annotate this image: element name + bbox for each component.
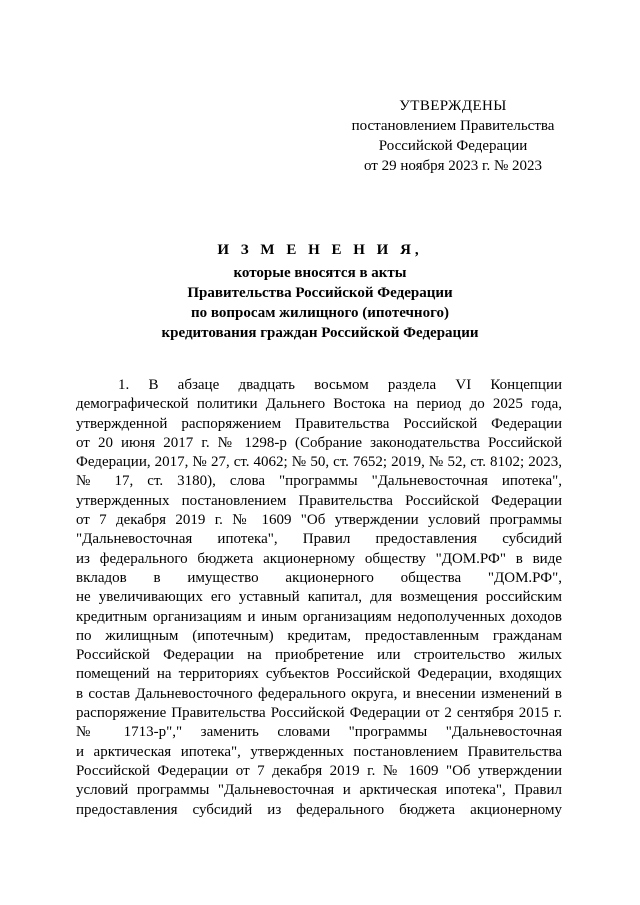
document-subtitle [0, 263, 640, 343]
body-line: распоряжение Правительства Российской Федерации от 2 сентября 2015 г. [76, 705, 562, 722]
body-line: № 17, ст. 3180), слова "программы "Дальневосточная ипотека", [76, 473, 562, 490]
body-line: предоставления субсидий из федерального бюджета акционерному [76, 801, 562, 818]
body-paragraph [76, 376, 562, 820]
approval-block [330, 96, 576, 176]
body-line: от 7 декабря 2019 г. № 1609 "Об утверждении условий программы [76, 512, 562, 529]
body-line: Федерации, 2017, № 27, ст. 4062; № 50, ст. 7652; 2019, № 52, ст. 8102; 2023, [76, 454, 562, 471]
body-line: утвержденной распоряжением Правительства Российской Федерации [76, 415, 562, 432]
body-line: по жилищным (ипотечным) кредитам, предоставленным гражданам [76, 627, 562, 644]
body-line: из федерального бюджета акционерному обществу "ДОМ.РФ" в виде [76, 550, 562, 567]
subtitle-line: Правительства Российской Федерации [187, 285, 453, 301]
subtitle-line: которые вносятся в акты [233, 265, 407, 281]
body-line: Российской Федерации на приобретение или строительство жилых [76, 647, 562, 664]
body-line: от 20 июня 2017 г. № 1298-р (Собрание законодательства Российской [76, 434, 562, 451]
body-line: вкладов в имущество акционерного общества "ДОМ.РФ", [76, 569, 562, 586]
body-line: в состав Дальневосточного федерального округа, и внесении изменений в [76, 685, 562, 702]
body-line: 1. В абзаце двадцать восьмом раздела VI Концепции [118, 377, 562, 393]
body-line: Российской Федерации от 7 декабря 2019 г. № 1609 "Об утверждении [76, 762, 562, 779]
approval-date: от 29 ноября 2023 г. № 2023 [363, 158, 543, 174]
body-line: не увеличивающих его уставный капитал, для возмещения российским [76, 589, 562, 606]
body-line: "Дальневосточная ипотека", Правил предоставления субсидий [76, 531, 562, 548]
body-line: № 1713-р"," заменить словами "программы "Дальневосточная [76, 724, 562, 741]
body-line: демографической политики Дальнего Востока на период до 2025 года, [76, 396, 562, 413]
body-line: условий программы "Дальневосточная и арктическая ипотека", Правил [76, 782, 562, 799]
document-title: И З М Е Н Е Н И Я, [217, 242, 423, 258]
approval-issuer-country: Российской Федерации [378, 138, 528, 154]
body-line: и арктическая ипотека", утвержденных постановлением Правительства [76, 743, 562, 760]
approval-issuer: постановлением Правительства [351, 118, 555, 134]
approval-status: УТВЕРЖДЕНЫ [399, 98, 507, 114]
subtitle-line: кредитования граждан Российской Федерации [161, 325, 479, 341]
body-line: помещений на территориях субъектов Российской Федерации, входящих [76, 666, 562, 683]
body-line: кредитным организациям и иным организациям недополученных доходов [76, 608, 562, 625]
body-line: утвержденных постановлением Правительства Российской Федерации [76, 492, 562, 509]
subtitle-line: по вопросам жилищного (ипотечного) [190, 305, 450, 321]
